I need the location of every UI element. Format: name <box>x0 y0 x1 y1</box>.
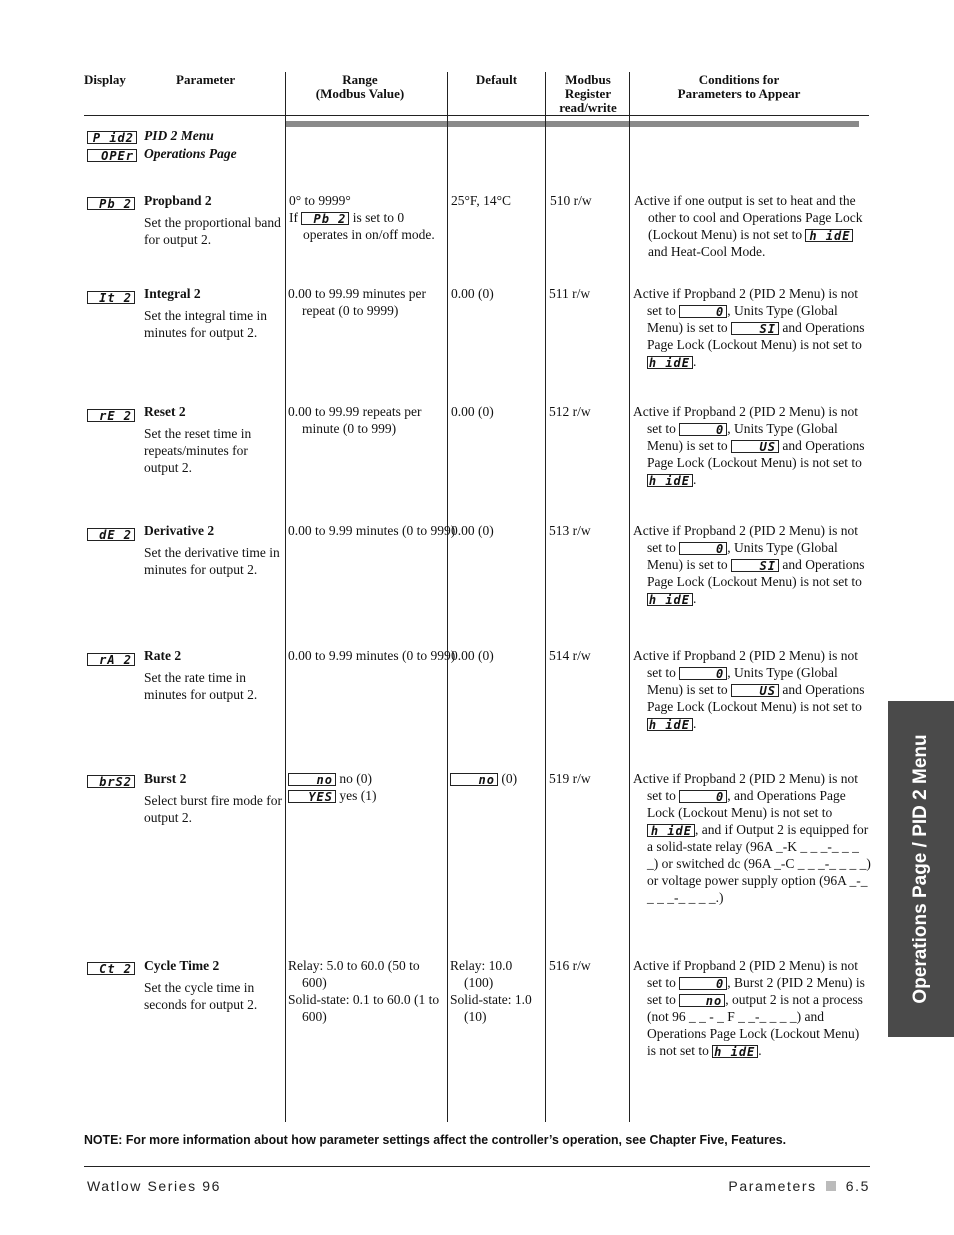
lcd-oper: OPEr <box>87 149 137 162</box>
header-display: Display <box>84 72 126 87</box>
conditions-cell: Active if Propband 2 (PID 2 Menu) is not set to 0 , Units Type (Global Menu) is set to SI and Operations Page Lock (Lockout Menu) is not set to h idE . <box>633 523 865 608</box>
lcd-display: rA 2 <box>87 649 135 668</box>
column-divider <box>447 72 448 1122</box>
column-divider <box>285 72 286 1122</box>
lcd-display: no <box>450 773 498 786</box>
modbus-cell: 513 r/w <box>549 523 591 538</box>
lcd-display: It 2 <box>87 287 135 306</box>
lcd-display: no <box>679 994 725 1007</box>
header-conditions: Conditions for Parameters to Appear <box>677 72 801 101</box>
lcd-display: h idE <box>647 356 693 369</box>
parameter-desc: Set the integral time in minutes for output 2. <box>144 308 267 340</box>
modbus-cell: 510 r/w <box>550 193 592 208</box>
parameter-desc: Set the reset time in repeats/minutes for output 2. <box>144 426 252 475</box>
column-divider <box>545 72 546 1122</box>
modbus-cell: 512 r/w <box>549 404 591 419</box>
parameter-name: Propband 2 <box>144 193 212 208</box>
parameter-cell <box>144 403 282 476</box>
lcd-display: SI <box>731 559 779 572</box>
default-cell: Relay: 10.0 (100) Solid-state: 1.0 (10) <box>450 958 532 1024</box>
range-cell: Relay: 5.0 to 60.0 (50 to 600) Solid-state: 0.1 to 60.0 (1 to 600) <box>288 958 440 1024</box>
lcd-display: h idE <box>647 824 695 837</box>
lcd-display: h idE <box>647 718 693 731</box>
lcd-display: no <box>288 773 336 786</box>
lcd-display: brS2 <box>87 771 135 790</box>
lcd-display: rE 2 <box>87 405 135 424</box>
footer-square-icon <box>826 1181 836 1191</box>
modbus-cell: 516 r/w <box>549 958 591 973</box>
header-shade-bar <box>286 121 859 127</box>
lcd-display: 0 <box>679 977 727 990</box>
lcd-display: 0 <box>679 667 727 680</box>
header-parameter: Parameter <box>176 72 236 87</box>
lcd-display: Pb 2 <box>301 212 349 225</box>
header-modbus: Modbus Register read/write <box>559 72 617 115</box>
conditions-cell: Active if Propband 2 (PID 2 Menu) is not set to 0 , Burst 2 (PID 2 Menu) is set to no , output 2 is not a process (not 96 _ _ - _ F _ _-_ _ _ _) and Operations Page Lock (Lockout Menu) is not set to h idE . <box>633 958 865 1060</box>
range-cell: 0.00 to 99.99 repeats per minute (0 to 999) <box>288 404 422 436</box>
menu-title-block <box>87 127 137 163</box>
range-cell: no no (0) YES yes (1) <box>288 770 444 804</box>
parameter-cell <box>144 192 282 248</box>
lcd-display: US <box>731 440 779 453</box>
range-cell: 0° to 9999° If Pb 2 is set to 0 operates in on/off mode. <box>289 193 435 242</box>
parameter-cell <box>144 647 282 703</box>
parameter-cell <box>144 957 284 1013</box>
lcd-display: YES <box>288 790 336 803</box>
header-default: Default <box>475 72 518 87</box>
parameter-desc: Set the derivative time in minutes for output 2. <box>144 545 280 577</box>
lcd-display: Ct 2 <box>87 958 135 977</box>
default-cell: 0.00 (0) <box>451 648 494 663</box>
lcd-display: h idE <box>805 229 853 242</box>
range-cell: 0.00 to 9.99 minutes (0 to 999) <box>288 648 456 663</box>
parameter-cell <box>144 770 282 826</box>
modbus-cell: 511 r/w <box>549 286 591 301</box>
modbus-cell: 519 r/w <box>549 771 591 786</box>
parameter-name: Reset 2 <box>144 404 186 419</box>
range-cell: 0.00 to 99.99 minutes per repeat (0 to 9999) <box>288 286 426 318</box>
column-divider <box>629 72 630 1122</box>
parameter-desc: Set the rate time in minutes for output 2. <box>144 670 258 702</box>
lcd-display: 0 <box>679 423 727 436</box>
parameter-desc: Set the proportional band for output 2. <box>144 215 281 247</box>
parameter-name: Rate 2 <box>144 648 182 663</box>
parameter-name: Cycle Time 2 <box>144 958 220 973</box>
parameter-name: Integral 2 <box>144 286 201 301</box>
parameter-desc: Set the cycle time in seconds for output 2. <box>144 980 258 1012</box>
default-cell: 0.00 (0) <box>451 523 494 538</box>
header-range: Range (Modbus Value) <box>315 72 405 101</box>
parameter-name: Derivative 2 <box>144 523 215 538</box>
header-rule <box>84 115 869 116</box>
lcd-display: h idE <box>712 1045 758 1058</box>
conditions-cell: Active if Propband 2 (PID 2 Menu) is not set to 0 , Units Type (Global Menu) is set to US and Operations Page Lock (Lockout Menu) is not set to h idE . <box>633 648 865 733</box>
lcd-pid2: P id2 <box>87 131 137 144</box>
lcd-display: Pb 2 <box>87 193 135 212</box>
side-tab <box>888 701 954 1037</box>
footer-right <box>728 1178 870 1194</box>
lcd-display: h idE <box>647 593 693 606</box>
default-cell: 0.00 (0) <box>451 286 494 301</box>
side-tab-label: Operations Page / PID 2 Menu <box>910 734 931 1004</box>
footer-left: Watlow Series 96 <box>87 1178 222 1194</box>
parameter-cell <box>144 285 282 341</box>
default-cell: 25°F, 14°C <box>451 193 511 208</box>
note-text: NOTE: For more information about how parameter settings affect the controller’s operation, see Chapter Five, Features. <box>84 1132 787 1147</box>
modbus-cell: 514 r/w <box>549 648 591 663</box>
conditions-cell: Active if Propband 2 (PID 2 Menu) is not set to 0 , and Operations Page Lock (Lockout Menu) is not set to h idE , and if Output 2 is equipped for a solid-state relay (96A _-K _ _ _-_ _ _ _) or switched dc (96A _-C _ _ _-_ _ _ _) or voltage power supply option (96A _-_ _ _ _-_ _ _ _.) <box>633 771 871 905</box>
footer-rule <box>84 1166 870 1167</box>
conditions-cell: Active if one output is set to heat and the other to cool and Operations Page Lock (Lockout Menu) is not set to h idE and Heat-Cool Mode. <box>634 193 863 259</box>
conditions-cell: Active if Propband 2 (PID 2 Menu) is not set to 0 , Units Type (Global Menu) is set to SI and Operations Page Lock (Lockout Menu) is not set to h idE . <box>633 286 865 371</box>
lcd-display: US <box>731 684 779 697</box>
parameter-name: Burst 2 <box>144 771 187 786</box>
lcd-display: dE 2 <box>87 524 135 543</box>
lcd-display: 0 <box>679 305 727 318</box>
conditions-cell: Active if Propband 2 (PID 2 Menu) is not set to 0 , Units Type (Global Menu) is set to US and Operations Page Lock (Lockout Menu) is not set to h idE . <box>633 404 865 489</box>
lcd-display: h idE <box>647 474 693 487</box>
lcd-display: 0 <box>679 542 727 555</box>
default-cell: 0.00 (0) <box>451 404 494 419</box>
default-cell: no (0) <box>450 770 517 787</box>
footer-section: Parameters <box>728 1178 817 1194</box>
operations-page-title: Operations Page <box>144 146 237 161</box>
range-cell: 0.00 to 9.99 minutes (0 to 999) <box>288 523 456 538</box>
parameter-desc: Select burst fire mode for output 2. <box>144 793 282 825</box>
lcd-display: SI <box>731 322 779 335</box>
footer-page-number: 6.5 <box>845 1178 870 1194</box>
lcd-display: 0 <box>679 790 727 803</box>
parameter-cell <box>144 522 282 578</box>
pid2-menu-title: PID 2 Menu <box>144 128 214 143</box>
